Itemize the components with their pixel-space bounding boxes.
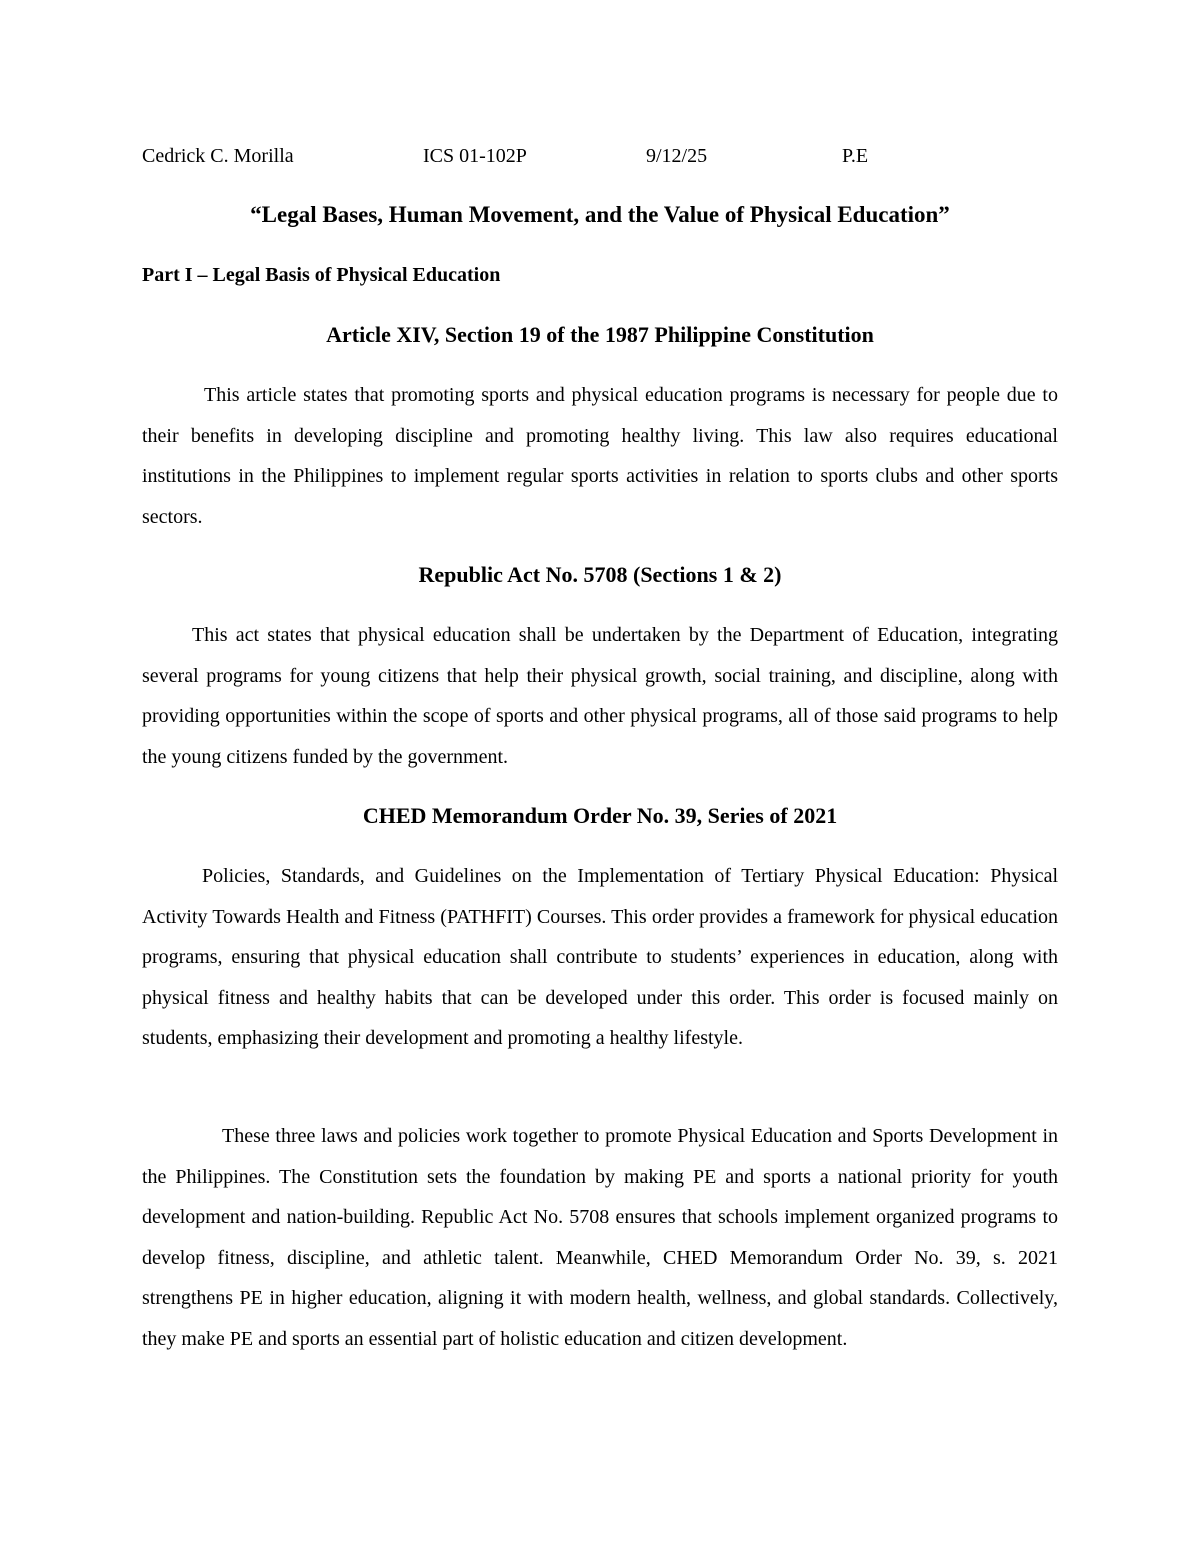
section-body-constitution: This article states that promoting sports and physical education programs is necessary for people due to their benefits in developing discipline and promoting healthy living. This law also requires educational institutions in the Philippines to implement regular sports activities in relation to sports clubs and other sports sectors.: [142, 384, 1058, 528]
class-section: ICS 01-102P: [423, 145, 527, 167]
subject: P.E: [842, 145, 869, 167]
document-title: “Legal Bases, Human Movement, and the Value of Physical Education”: [250, 202, 950, 227]
section-heading-constitution: Article XIV, Section 19 of the 1987 Philippine Constitution: [326, 322, 874, 347]
date: 9/12/25: [646, 145, 708, 167]
conclusion-paragraph: These three laws and policies work together to promote Physical Education and Sports Development in the Philippines. The Constitution sets the foundation by making PE and sports a national priority for youth development and nation-building. Republic Act No. 5708 ensures that schools implement organized programs to develop fitness, discipline, and athletic talent. Meanwhile, CHED Memorandum Order No. 39, s. 2021 strengthens PE in higher education, aligning it with modern health, wellness, and global standards. Collectively, they make PE and sports an essential part of holistic education and citizen development.: [142, 1125, 1058, 1350]
student-name: Cedrick C. Morilla: [142, 145, 294, 167]
section-body-ched: Policies, Standards, and Guidelines on the Implementation of Tertiary Physical Education: Physical Activity Towards Health and Fitness (PATHFIT) Courses. This order provides a framework for physical education programs, ensuring that physical education shall contribute to students’ experiences in education, along with physical fitness and healthy habits that can be developed under this order. This order is focused mainly on students, emphasizing their development and promoting a healthy lifestyle.: [142, 865, 1058, 1049]
section-heading-ra5708: Republic Act No. 5708 (Sections 1 & 2): [418, 562, 782, 587]
section-body-ra5708: This act states that physical education shall be undertaken by the Department of Education, integrating several programs for young citizens that help their physical growth, social training, and discipline, along with providing opportunities within the scope of sports and other physical programs, all of those said programs to help the young citizens funded by the government.: [142, 624, 1058, 768]
section-heading-ched: CHED Memorandum Order No. 39, Series of 2021: [362, 803, 838, 828]
part-heading: Part I – Legal Basis of Physical Education: [142, 264, 501, 286]
header-line: [142, 145, 1058, 171]
